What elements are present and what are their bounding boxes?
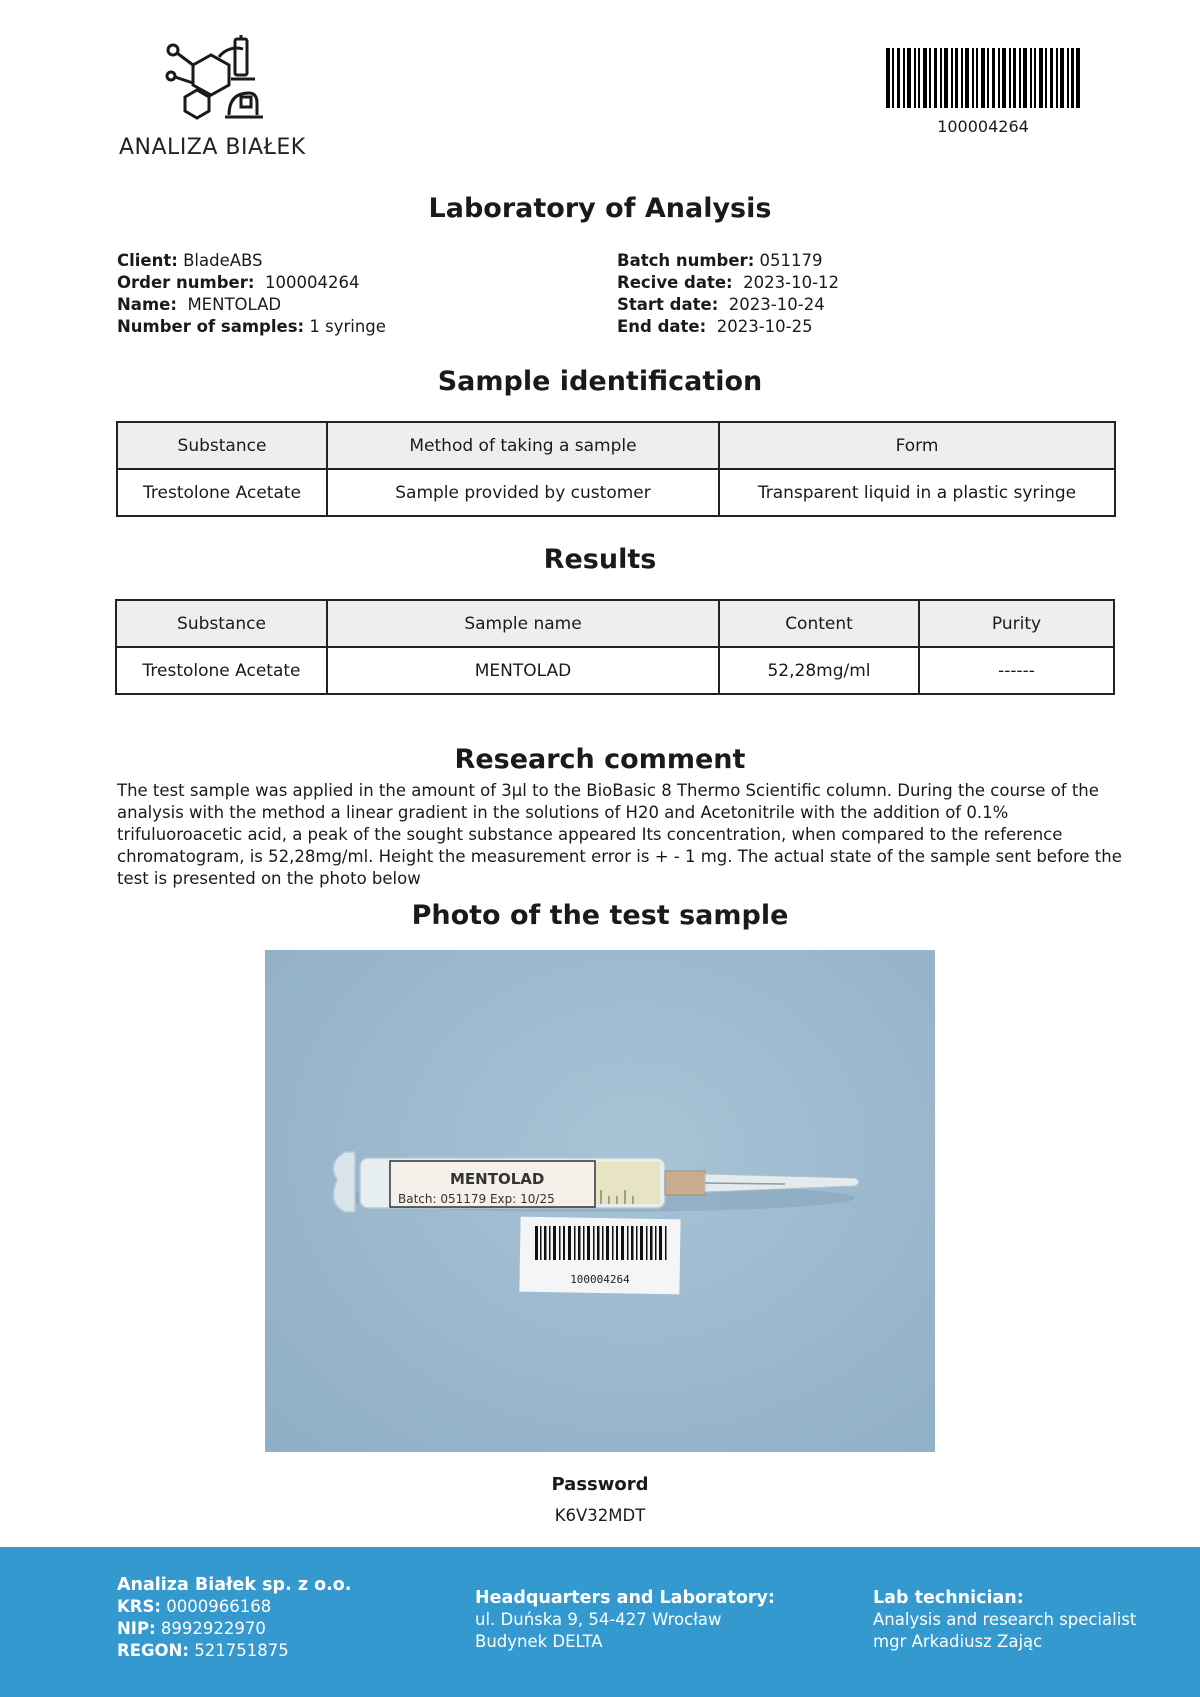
company-name: Analiza Białek sp. z o.o. — [117, 1575, 352, 1595]
column-header: Method of taking a sample — [327, 422, 719, 469]
table-cell: Sample provided by customer — [327, 469, 719, 516]
table-cell: Transparent liquid in a plastic syringe — [719, 469, 1115, 516]
end-date-value: 2023-10-25 — [716, 317, 813, 336]
samples-row — [117, 316, 386, 338]
batch-label: Batch number: — [617, 251, 755, 270]
company-logo — [115, 35, 315, 165]
tech-title: Lab technician: — [873, 1588, 1024, 1608]
order-number-row — [117, 272, 386, 294]
table-header-row — [117, 422, 1115, 469]
sample-photo — [265, 950, 935, 1452]
nip-value: 8992922970 — [160, 1619, 266, 1638]
barcode — [886, 48, 1080, 108]
name-value: MENTOLAD — [187, 295, 282, 314]
column-header: Substance — [116, 600, 327, 647]
start-date-value: 2023-10-24 — [728, 295, 825, 314]
table-row — [116, 647, 1114, 694]
column-header: Content — [719, 600, 919, 647]
photo-heading: Photo of the test sample — [411, 900, 789, 931]
start-date-label: Start date: — [617, 295, 719, 314]
syringe-label-name: MENTOLAD — [450, 1170, 545, 1188]
syringe-photo-illustration — [265, 950, 935, 1452]
sample-identification-table — [116, 421, 1116, 517]
table-row — [117, 469, 1115, 516]
research-comment-heading: Research comment — [454, 744, 746, 775]
footer-technician — [873, 1587, 1136, 1653]
name-row — [117, 294, 386, 316]
start-date-row — [617, 294, 839, 316]
receive-date-label: Recive date: — [617, 273, 733, 292]
batch-row — [617, 250, 839, 272]
footer-headquarters — [475, 1587, 775, 1653]
syringe-label-batch: Batch: 051179 Exp: 10/25 — [398, 1192, 555, 1206]
receive-date-value: 2023-10-12 — [743, 273, 840, 292]
regon-value: 521751875 — [194, 1641, 289, 1660]
logo-wordmark: ANALIZA BIAŁEK — [119, 135, 306, 160]
end-date-label: End date: — [617, 317, 707, 336]
molecule-microscope-icon — [163, 35, 273, 130]
receive-date-row — [617, 272, 839, 294]
tech-role: Analysis and research specialist — [873, 1610, 1137, 1629]
regon-row — [117, 1640, 351, 1662]
regon-label: REGON: — [117, 1641, 189, 1660]
krs-value: 0000966168 — [166, 1597, 272, 1616]
results-heading: Results — [543, 544, 657, 575]
order-number-label: Order number: — [117, 273, 255, 292]
krs-label: KRS: — [117, 1597, 161, 1616]
table-cell: Trestolone Acetate — [116, 647, 327, 694]
hq-title: Headquarters and Laboratory: — [475, 1588, 775, 1608]
sticker-number: 100004264 — [570, 1273, 630, 1286]
samples-label: Number of samples: — [117, 317, 305, 336]
column-header: Purity — [919, 600, 1114, 647]
sample-identification-heading: Sample identification — [437, 366, 763, 397]
column-header: Substance — [117, 422, 327, 469]
hq-building: Budynek DELTA — [475, 1632, 603, 1651]
hq-address: ul. Duńska 9, 54-427 Wrocław — [475, 1610, 722, 1629]
end-date-row — [617, 316, 839, 338]
info-left — [117, 250, 386, 338]
nip-label: NIP: — [117, 1619, 156, 1638]
samples-value: 1 syringe — [309, 317, 386, 336]
client-row — [117, 250, 386, 272]
password-label: Password — [551, 1474, 649, 1495]
research-comment-text: The test sample was applied in the amount of 3µl to the BioBasic 8 Thermo Scientific column. During the course of the analysis with the method a linear gradient in the solutions of H20 and Acetonitrile with the addition of 0.1% trifuluoroacetic acid, a peak of the sought substance appeared Its concentration, when compared to the reference chromatogram, is 52,28mg/ml. Height the measurement error is + - 1 mg. The actual state of the sample sent before the test is presented on the photo below — [117, 781, 1122, 888]
table-cell: ------ — [919, 647, 1114, 694]
order-number-value: 100004264 — [264, 273, 360, 292]
client-value: BladeABS — [183, 251, 263, 270]
column-header: Sample name — [327, 600, 719, 647]
table-header-row — [116, 600, 1114, 647]
table-cell: Trestolone Acetate — [117, 469, 327, 516]
table-cell: 52,28mg/ml — [719, 647, 919, 694]
barcode-number: 100004264 — [937, 117, 1029, 136]
tech-name: mgr Arkadiusz Zając — [873, 1632, 1043, 1651]
footer-company — [117, 1574, 351, 1662]
krs-row — [117, 1596, 351, 1618]
footer — [0, 1547, 1200, 1697]
client-label: Client: — [117, 251, 178, 270]
batch-value: 051179 — [759, 251, 823, 270]
column-header: Form — [719, 422, 1115, 469]
nip-row — [117, 1618, 351, 1640]
page-title: Laboratory of Analysis — [428, 193, 772, 224]
name-label: Name: — [117, 295, 177, 314]
results-table — [115, 599, 1115, 695]
info-right — [617, 250, 839, 338]
table-cell: MENTOLAD — [327, 647, 719, 694]
password-value: K6V32MDT — [554, 1506, 646, 1525]
